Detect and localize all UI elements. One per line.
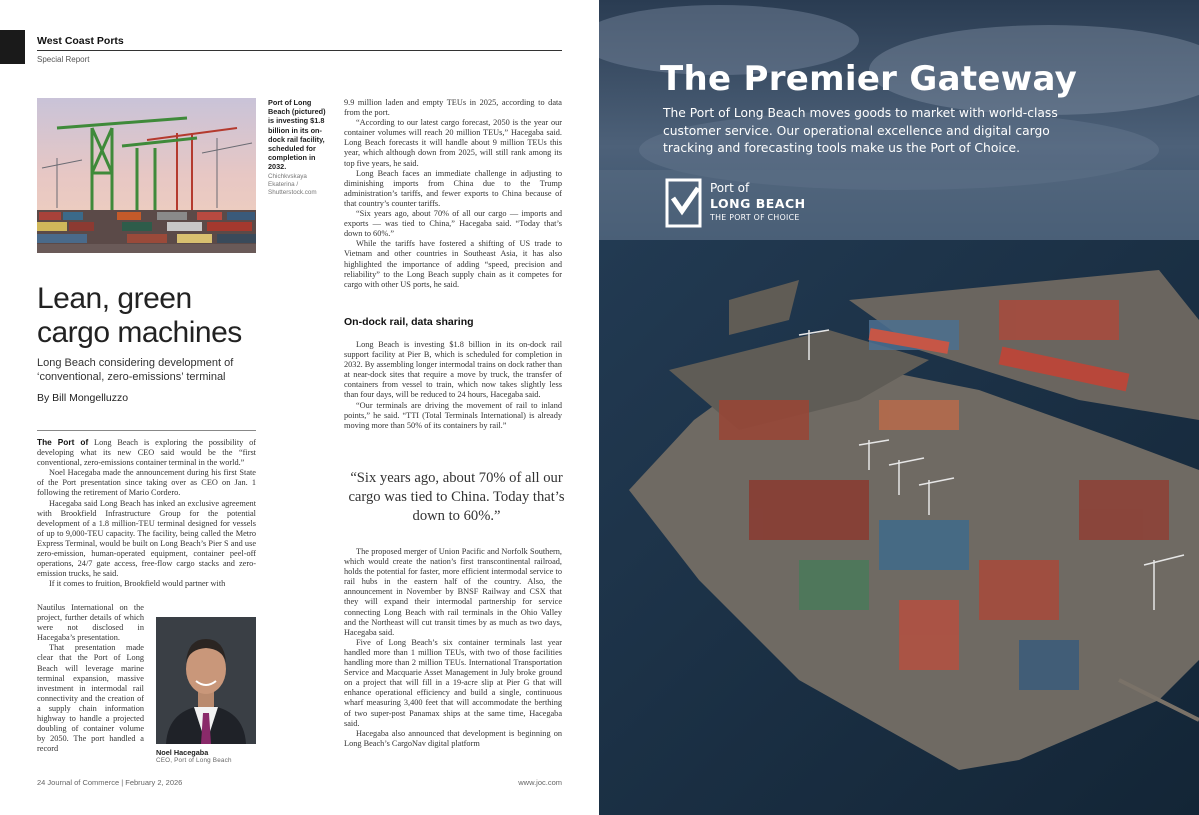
byline-divider: [37, 430, 256, 431]
port-of-long-beach-logo[interactable]: [665, 178, 865, 230]
logo-text-long-beach: LONG BEACH: [710, 196, 806, 211]
section-title: West Coast Ports: [37, 35, 124, 47]
port-crane-photo: [37, 98, 256, 253]
headline-line-2: cargo machines: [37, 316, 242, 349]
logo-tagline: THE PORT OF CHOICE: [710, 213, 800, 222]
section-subtitle: Special Report: [37, 55, 90, 64]
paragraph: Five of Long Beach’s six container terminals last year handled more than 1 million TEUs, with two of those facilities handling more than 2 million TEUs. International Transportation Service and Macquarie Asset Management in July broke ground on a project that will fill in a 19-acre slip at Pier G that will enhance operational efficiency and build a single, continuous wharf measuring 3,400 feet that will accommodate the berthing of two super-post Panamax ships at the same time, Hacegaba said.: [344, 637, 562, 728]
headline-line-1: Lean, green: [37, 282, 192, 315]
logo-text-port-of: Port of: [710, 181, 750, 195]
portrait-title: CEO, Port of Long Beach: [156, 757, 232, 764]
body-column-2-middle: [344, 340, 562, 431]
paragraph: “According to our latest cargo forecast, 2050 is the year our container volumes will reach 20 million TEUs,” Hacegaba said. Long Beach forecasts it will handle about 9 million TEUs this year, which although down from 2025, will still rank among its top five years, he said.: [344, 118, 562, 168]
paragraph: “Our terminals are driving the movement of rail to inland points,” he said. “TTI (Total Terminals International) is already moving more than 50% of its containers by rail.”: [344, 400, 562, 430]
page-footer-url: www.joc.com: [518, 778, 562, 787]
paragraph: [37, 437, 256, 468]
paragraph: Noel Hacegaba made the announcement during his first State of the Port presentation since taking over as CEO on Jan. 1 following the retirement of Mario Cordero.: [37, 468, 256, 498]
portrait-name: Noel Hacegaba: [156, 748, 209, 757]
page-corner-tab: [0, 30, 25, 64]
port-logo-icon: [665, 178, 702, 228]
photo-caption: [268, 98, 328, 197]
paragraph: Long Beach faces an immediate challenge in adjusting to diminishing imports from China due to the Trump administration’s tariffs, and fewer exports to China because of that country’s counter tariffs.: [344, 168, 562, 208]
body-column-1-narrow: [37, 603, 144, 754]
article-subhead: On-dock rail, data sharing: [344, 316, 474, 328]
paragraph: While the tariffs have fostered a shifting of US trade to Vietnam and other countries in Southeast Asia, it has also highlighted the importance of adding “speed, precision and reliability” to the Long Beach supply chain as it competes for cargo with other US ports, he said.: [344, 239, 562, 289]
paragraph: Hacegaba also announced that development is beginning on Long Beach’s CargoNav digital platform: [344, 728, 562, 748]
article-headline: [37, 282, 267, 350]
article-byline: By Bill Mongelluzzo: [37, 392, 129, 404]
photo-caption-text: Port of Long Beach (pictured) is investing $1.8 billion in its on-dock rail facility, scheduled for completion in 2032.: [268, 98, 326, 172]
paragraph: Long Beach is investing $1.8 billion in its on-dock rail support facility at Pier B, which is scheduled for completion in 2032. By assembling longer intermodal trains on dock rather than at near-dock sites that require a move by truck, the transfer of containers from vessel to train, which now takes slightly less than four days, will be reduced to 24 hours, Hacegaba said.: [344, 340, 562, 400]
section-divider: [37, 50, 562, 51]
pull-quote: “Six years ago, about 70% of all our cargo was tied to China. Today that’s down to 60%.”: [348, 470, 565, 524]
ad-body-text: The Port of Long Beach moves goods to market with world-class customer service. Our operational excellence and digital cargo tracking and forecasting tools make us the Port of Choice.: [663, 106, 1058, 155]
paragraph: The proposed merger of Union Pacific and Norfolk Southern, which would create the nation’s first transcontinental railroad, holds the potential for faster, more efficient intermodal service to rail hubs in the eastern half of the country. Also, the announcement in November by BNSF Railway and CSX that they will expand their intermodal partnership for service connecting Long Beach with rail terminals in the Ohio Valley and the Northeast will cut transit times by as much as two days, Hacegaba said.: [344, 547, 562, 637]
photo-credit: Chichkvskaya Ekaterina / Shutterstock.com: [268, 172, 317, 196]
paragraph: 9.9 million laden and empty TEUs in 2025, according to data from the port.: [344, 98, 562, 118]
body-column-2: [344, 98, 562, 290]
paragraph: “Six years ago, about 70% of all our cargo — imports and exports — was tied to China,” Hacegaba said. “Today that’s down to 60%.”: [344, 209, 562, 239]
ceo-portrait: [156, 617, 256, 744]
body-column-1: [37, 437, 256, 589]
paragraph: Nautilus International on the project, further details of which were not disclosed in Hacegaba’s presentation.: [37, 603, 144, 643]
article-deck: Long Beach considering development of ‘conventional, zero-emissions’ terminal: [37, 357, 234, 383]
advertisement-page: [599, 0, 1199, 815]
page-footer-folio: 24 Journal of Commerce | February 2, 2026: [37, 778, 183, 787]
lead-in: The Port of: [37, 437, 89, 447]
article-page: [0, 0, 599, 815]
paragraph: Hacegaba said Long Beach has inked an exclusive agreement with Brookfield Infrastructure Group for the potential development of a 1.8 million-TEU terminal designed for vessels of up to 9,000-TEU capacity. The facility, being called the Metro Express Terminal, would be built on Long Beach’s Pier S and use zero-emission, human-operated equipment, container peel-off operations, 24/7 gate access, free-flow cargo stacks and zero-emission trucks, he said.: [37, 498, 256, 579]
body-column-2-lower: [344, 547, 562, 749]
paragraph: If it comes to fruition, Brookfield would partner with: [49, 579, 226, 589]
ad-headline: The Premier Gateway: [660, 59, 1078, 99]
paragraph-text: Long Beach is exploring the possibility of developing what its new CEO said would be the “first conventional, zero-emissions container terminal in the world.”: [37, 438, 256, 468]
paragraph: That presentation made clear that the Port of Long Beach will leverage marine terminal expansion, massive investment in intermodal rail connectivity and the creation of a supply chain information highway to handle a projected doubling of container volume by 2050. The port handled a record: [37, 643, 144, 754]
